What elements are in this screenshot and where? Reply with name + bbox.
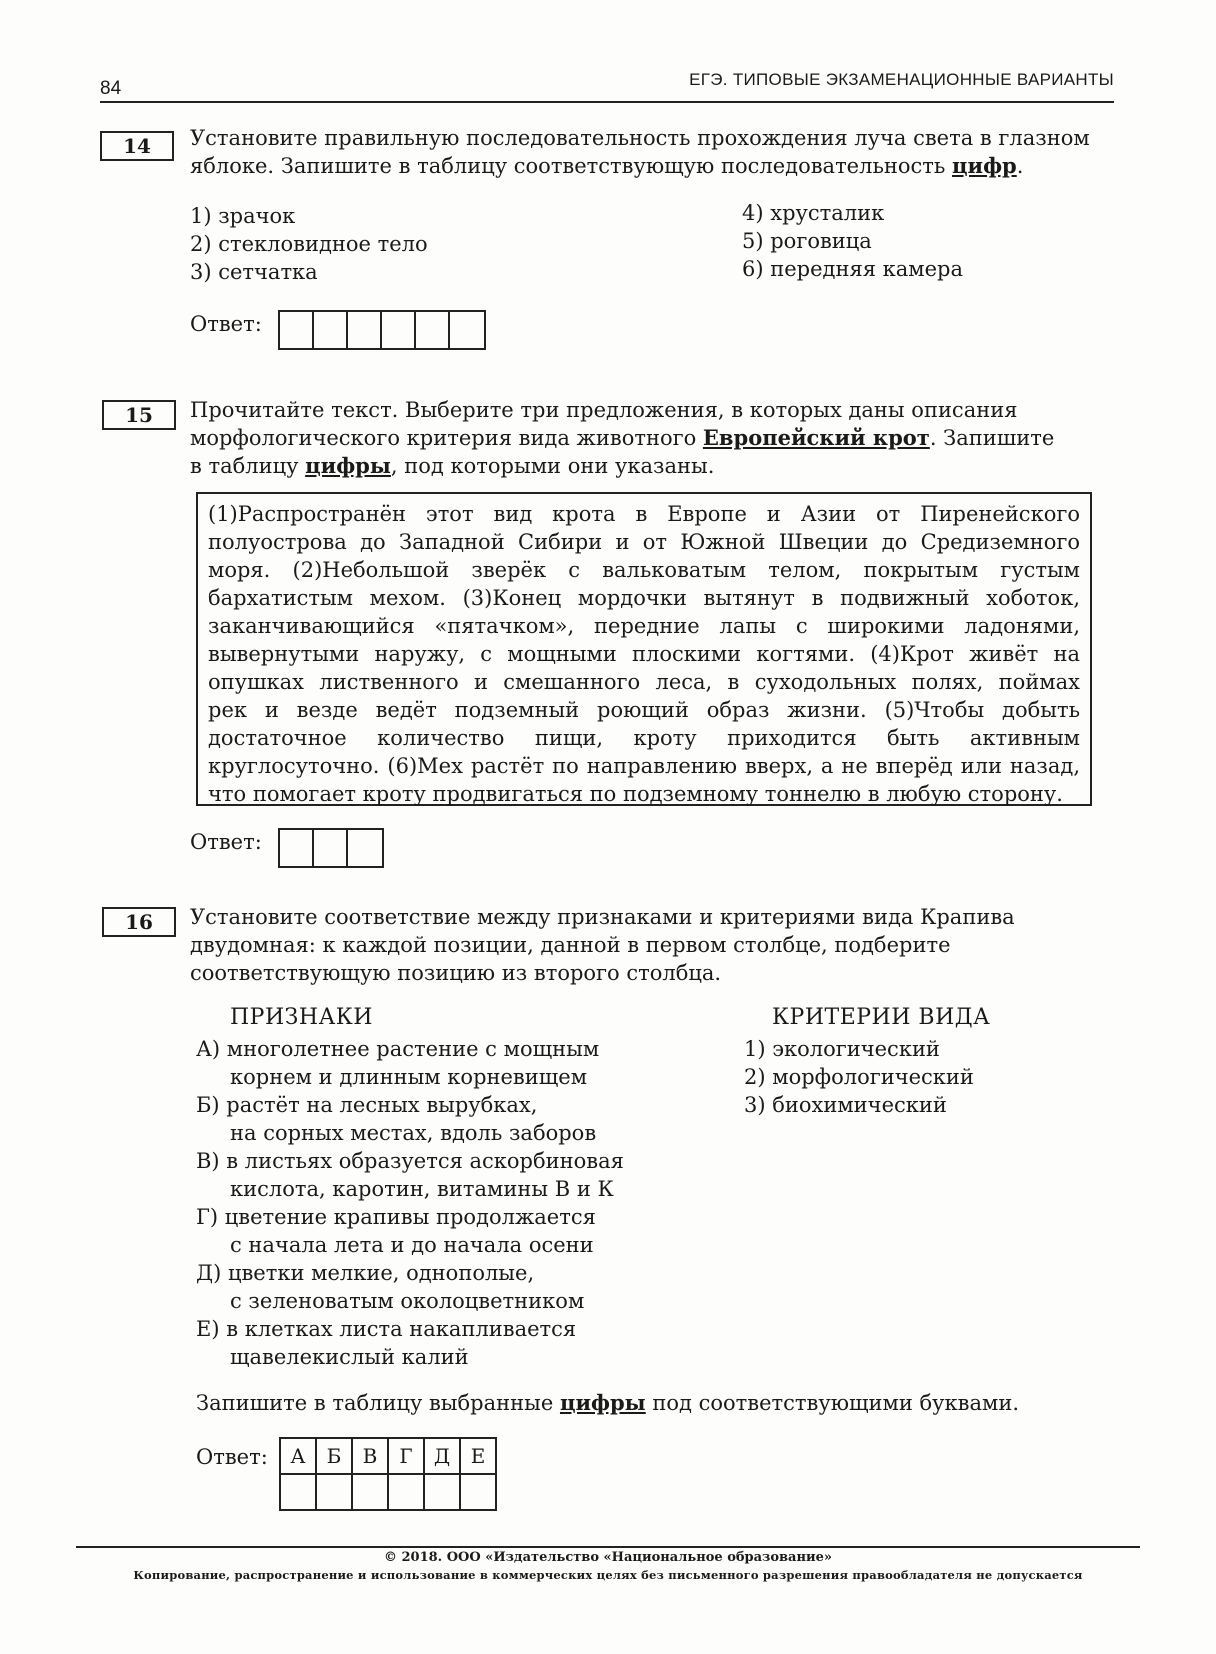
answer-cell[interactable] [450,312,484,348]
passage-line: рек и везде ведёт подземный роющий образ жизни. (5)Чтобы добыть [208,698,1080,722]
feature-item-cont: с зеленоватым околоцветником [230,1289,585,1313]
criteria-list [744,1035,974,1119]
page-number: 84 [100,78,122,99]
task-16-instruction [196,1389,1019,1417]
task-number-16: 16 [102,907,176,937]
instruction-emphasis: цифры [559,1390,646,1415]
footer-divider [76,1546,1140,1548]
passage-line: бархатистым мехом. (3)Конец мордочки вытянут в подвижный хоботок, [208,586,1080,610]
feature-item: Г) цветение крапивы продолжается [196,1205,596,1229]
task-16-answer-label: Ответ: [196,1445,268,1469]
task-15-line-1: Прочитайте текст. Выберите три предложения, в которых даны описания [190,398,1018,422]
copyright-notice: Копирование, распространение и использование в коммерческих целях без письменного разрешения правообладателя не допускается [133,1568,1083,1582]
task-14-answer-label: Ответ: [190,312,262,336]
letter-cell: В [352,1438,388,1474]
passage-line: полуострова до Западной Сибири и от Южной Швеции до Средиземного [208,530,1080,554]
passage-line: круглосуточно. (6)Мех растёт по направлению вверх, а не вперёд или назад, [208,754,1080,778]
task-15-line-3a: в таблицу [190,454,306,478]
passage-line: вывернутыми наружу, с мощными плоскими когтями. (4)Крот живёт на [208,642,1080,666]
answer-cell[interactable] [352,1474,388,1510]
task-14-option-2: 2) стекловидное тело [190,232,428,256]
instruction-part-a: Запишите в таблицу выбранные [196,1391,560,1415]
feature-item: А) многолетнее растение с мощным [196,1037,600,1061]
task-16-line-3: соответствующую позицию из второго столбца. [190,961,722,985]
answer-cell[interactable] [388,1474,424,1510]
task-15-text [190,396,1108,480]
answer-cell[interactable] [316,1474,352,1510]
task-number-14: 14 [100,131,174,161]
answer-cell[interactable] [280,830,314,866]
letters-row [280,1438,496,1474]
task-15-line-2a: морфологического критерия вида животного [190,426,703,450]
answer-cell[interactable] [314,830,348,866]
feature-item-cont: щавелекислый калий [230,1345,469,1369]
task-15-line-3c: , под которыми они указаны. [390,454,715,478]
feature-item: Д) цветки мелкие, однополые, [196,1261,535,1285]
feature-item-cont: корнем и длинным корневищем [230,1065,588,1089]
criterion-item: 1) экологический [744,1037,940,1061]
passage-line: что помогает кроту продвигаться по подземному тоннелю в любую сторону. [208,782,1063,806]
task-16-text [190,903,1108,987]
task-14-line-1: Установите правильную последовательность прохождения луча света в глазном [190,126,1090,150]
feature-item-cont: кислота, каротин, витамины В и К [230,1177,614,1201]
letter-cell: Г [388,1438,424,1474]
task-15-species: Европейский крот [702,425,930,450]
criteria-column-heading: КРИТЕРИИ ВИДА [772,1005,991,1030]
answer-cell[interactable] [416,312,450,348]
task-number-15: 15 [102,400,176,430]
task-14-option-1: 1) зрачок [190,204,296,228]
passage-line: заканчивающийся «пятачком», передние лапы с широкими ладонями, [208,614,1080,638]
passage-line: (1)Распространён этот вид крота в Европе и Азии от Пиренейского [208,502,1080,526]
feature-item: Е) в клетках листа накапливается [196,1317,577,1341]
task-14-answer-grid [278,310,486,350]
task-16-line-2: двудомная: к каждой позиции, данной в первом столбце, подберите [190,933,951,957]
passage-line: моря. (2)Небольшой зверёк с вальковатым телом, покрытым густым [208,558,1080,582]
answer-cell[interactable] [314,312,348,348]
task-16-line-1: Установите соответствие между признаками и критериями вида Крапива [190,905,1015,929]
criterion-item: 2) морфологический [744,1065,974,1089]
answer-cell[interactable] [348,312,382,348]
letter-cell: Б [316,1438,352,1474]
task-15-emphasis: цифры [305,453,391,478]
task-15-answer-label: Ответ: [190,830,262,854]
letter-cell: Е [460,1438,496,1474]
criterion-item: 3) биохимический [744,1093,947,1117]
task-14-option-3: 3) сетчатка [190,260,318,284]
task-14-emphasis: цифр [952,153,1017,178]
answer-cell[interactable] [348,830,382,866]
feature-item: Б) растёт на лесных вырубках, [196,1093,538,1117]
task-14-line-2c: . [1016,154,1024,178]
task-14-line-2a: яблоке. Запишите в таблицу соответствующую последовательность [190,154,953,178]
instruction-part-c: под соответствующими буквами. [645,1391,1020,1415]
features-list [196,1035,624,1371]
task-16-answer-table [279,1437,497,1511]
running-header: ЕГЭ. ТИПОВЫЕ ЭКЗАМЕНАЦИОННЫЕ ВАРИАНТЫ [689,70,1114,89]
letter-cell: Д [424,1438,460,1474]
task-15-answer-grid [278,828,384,868]
answers-row [280,1474,496,1510]
passage-line: достаточное количество пищи, кроту приходится быть активным [208,726,1080,750]
feature-item-cont: на сорных местах, вдоль заборов [230,1121,597,1145]
feature-item: В) в листьях образуется аскорбиновая [196,1149,624,1173]
task-15-line-2c: . Запишите [929,426,1055,450]
answer-cell[interactable] [382,312,416,348]
answer-cell[interactable] [280,312,314,348]
letter-cell: А [280,1438,316,1474]
task-14-text [190,124,1108,180]
task-14-option-4: 4) хрусталик [742,201,885,225]
task-14-option-5: 5) роговица [742,229,872,253]
copyright-line: © 2018. ООО «Издательство «Национальное образование» [383,1550,833,1565]
feature-item-cont: с начала лета и до начала осени [230,1233,594,1257]
features-column-heading: ПРИЗНАКИ [230,1005,373,1030]
passage-line: опушках лиственного и смешанного леса, в суходольных полях, поймах [208,670,1080,694]
task-14-option-6: 6) передняя камера [742,257,963,281]
header-divider [100,101,1114,103]
answer-cell[interactable] [280,1474,316,1510]
task-15-passage [196,492,1092,806]
answer-cell[interactable] [460,1474,496,1510]
answer-cell[interactable] [424,1474,460,1510]
